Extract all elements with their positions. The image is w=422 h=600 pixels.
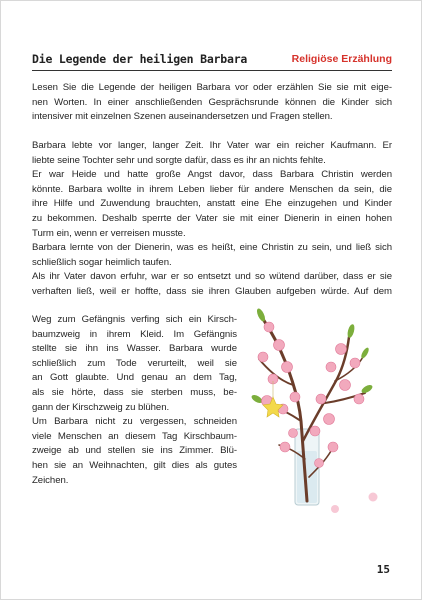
text-line: Barbara lebte vor langer, langer Zeit. Ihr Vater war ein reicher Kaufmann. Er xyxy=(32,140,392,151)
text-line: zu bekommen. Deshalb sperrte der Vater sie mit einer Dienerin in einen hohen xyxy=(32,212,392,224)
text-line: zweige ab und stellen sie ins Zimmer. Blü- xyxy=(32,445,237,457)
text-line: viele Menschen an diesem Tag Kirschbaum- xyxy=(32,430,237,442)
text-line: Lesen Sie die Legende der heiligen Barbara vor oder erzählen Sie sie mit eige- xyxy=(32,82,392,93)
text-line: Um Barbara nicht zu vergessen, schneiden xyxy=(32,416,237,428)
text-line: Weg zum Gefängnis verfing sich ein Kirsch- xyxy=(32,314,237,325)
text-line: Als ihr Vater davon erfuhr, war er so entsetzt und so wütend darüber, dass er sie xyxy=(32,271,392,283)
category-label: Religiöse Erzählung xyxy=(291,53,392,65)
text-line: schließlich sogar heimlich taufen. xyxy=(32,256,172,268)
cherry-branch-in-vase-icon xyxy=(233,301,393,521)
text-line: liebte seine Tochter sehr und sorgte dafür, dass es ihr an nichts fehlte. xyxy=(32,154,326,166)
text-line: an Gott glaubte. Und genau an dem Tag, xyxy=(32,372,237,384)
text-line: stellte sie ihn ins Wasser. Barbara wurde xyxy=(32,343,237,355)
story-paragraph-side xyxy=(32,313,237,488)
page-title: Die Legende der heiligen Barbara xyxy=(32,52,248,66)
fallen-petal-icon xyxy=(331,493,378,514)
header-divider xyxy=(32,70,392,71)
page-number: 15 xyxy=(376,563,390,576)
story-paragraph xyxy=(32,139,392,300)
text-line: Barbara lernte von der Dienerin, was es heißt, eine Christin zu sein, und ließ sich xyxy=(32,242,392,254)
text-line: Er war Heide und hatte große Angst davor, dass Barbara Christin werden xyxy=(32,169,392,181)
intro-paragraph xyxy=(32,81,392,125)
text-line: verhaften ließ, weil er hoffte, dass sie ihren Glauben aufgeben würde. Auf dem xyxy=(32,285,392,297)
text-line: könnte. Barbara wollte in ihrem Leben lieber für andere Menschen da sein, die xyxy=(32,183,392,195)
text-line: gann der Kirschzweig zu blühen. xyxy=(32,401,170,413)
text-line: als sie hörte, dass sie sterben muss, be- xyxy=(32,386,237,398)
text-line: ihre Hilfe und Zuwendung brauchten, anstatt eine Ehe einzugehen und Kinder xyxy=(32,198,392,210)
page-header xyxy=(32,52,392,70)
text-line: intensiver mit einzelnen Szenen auseinandersetzen und Fragen stellen. xyxy=(32,111,333,123)
text-line: schließlich zum Tode verurteilt, weil sie xyxy=(32,357,237,369)
text-line: nen Worten. In einer anschließenden Gesprächsrunde können die Kinder sich xyxy=(32,96,392,108)
text-line: Zeichen. xyxy=(32,474,69,486)
text-line: Turm ein, wenn er verreisen musste. xyxy=(32,227,186,239)
text-line: hen sie an Weihnachten, gilt dies als gutes xyxy=(32,459,237,471)
text-line: baumzweig in ihrem Kleid. Im Gefängnis xyxy=(32,328,237,340)
